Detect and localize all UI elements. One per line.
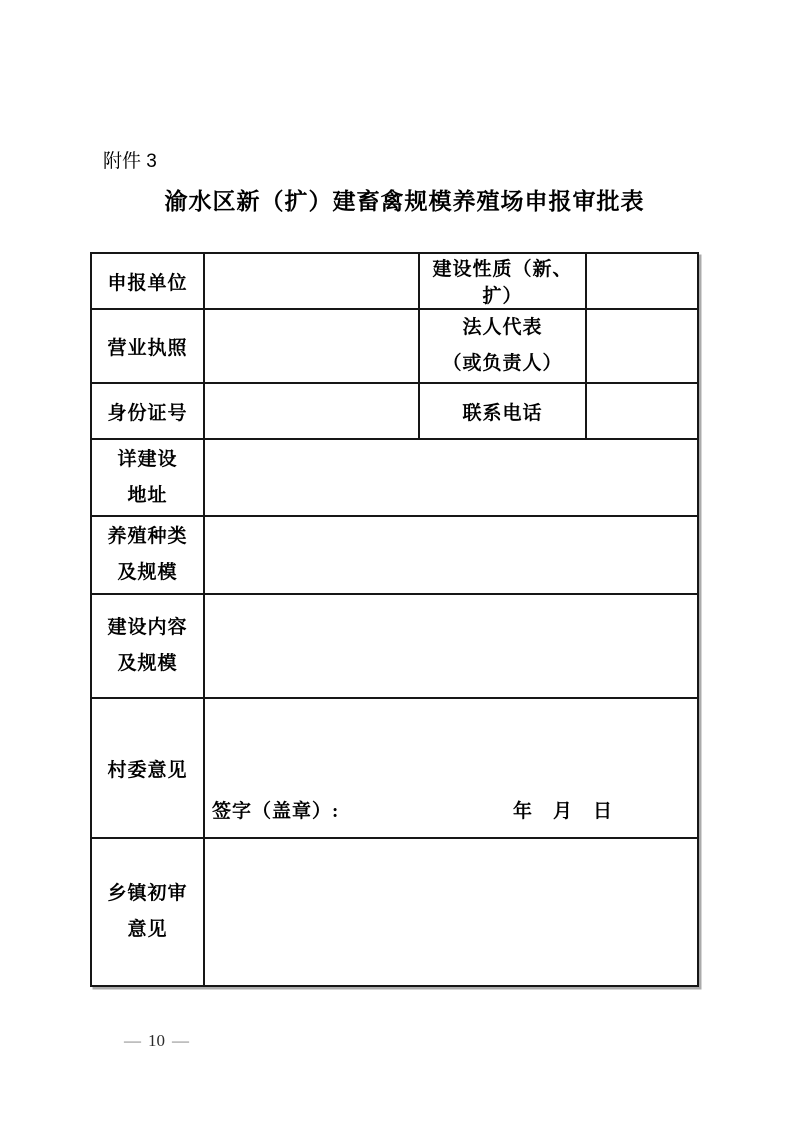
village-committee-opinion-value (204, 698, 698, 838)
table-row-township-review (91, 838, 698, 986)
id-number-value (204, 383, 419, 439)
legal-representative-label-line1: 法人代表 (462, 317, 543, 338)
page-title: 渝水区新（扩）建畜禽规模养殖场申报审批表 (164, 188, 645, 214)
township-review-opinion-label-line1: 乡镇初审 (107, 883, 188, 904)
legal-representative-value (586, 309, 698, 383)
id-number-label: 身份证号 (91, 383, 204, 439)
village-committee-opinion-label: 村委意见 (91, 698, 204, 838)
legal-representative-label (419, 309, 586, 383)
construction-address-label (91, 439, 204, 516)
legal-representative-label-line2: （或负责人） (442, 353, 563, 374)
signature-stamp-label: 签字（盖章）: (212, 801, 340, 822)
attachment-label: 附件 3 (103, 151, 157, 172)
signature-line (212, 796, 613, 823)
breeding-type-scale-label-line1: 养殖种类 (107, 526, 188, 547)
construction-address-label-line2: 地址 (127, 484, 168, 506)
applicant-unit-value (204, 253, 419, 309)
page-number (124, 1031, 189, 1051)
breeding-type-scale-label (91, 516, 204, 594)
construction-nature-label: 建设性质（新、扩） (419, 253, 586, 309)
page-number-value: 10 (148, 1031, 165, 1050)
construction-content-scale-value (204, 594, 698, 698)
construction-nature-value (586, 253, 698, 309)
table-row-business-license (91, 309, 698, 383)
business-license-value (204, 309, 419, 383)
construction-content-scale-label-line2: 及规模 (117, 653, 178, 674)
construction-content-scale-label-line1: 建设内容 (107, 617, 188, 638)
township-review-opinion-value (204, 838, 698, 986)
township-review-opinion-label-line2: 意见 (127, 919, 168, 940)
construction-address-label-line1: 详建设 (117, 448, 178, 470)
table-row-village-committee (91, 698, 698, 838)
table-row-breeding-type (91, 516, 698, 594)
table-row-applicant-unit (91, 253, 698, 309)
page-number-dash-left: — (124, 1031, 141, 1050)
breeding-type-scale-value (204, 516, 698, 594)
breeding-type-scale-label-line2: 及规模 (117, 562, 178, 583)
date-label: 年 月 日 (512, 801, 613, 822)
table-row-id-number (91, 383, 698, 439)
construction-address-value (204, 439, 698, 516)
application-form-table (90, 252, 699, 987)
table-row-construction-address (91, 439, 698, 516)
applicant-unit-label: 申报单位 (91, 253, 204, 309)
table-row-construction-content (91, 594, 698, 698)
page-number-dash-right: — (172, 1031, 189, 1050)
construction-content-scale-label (91, 594, 204, 698)
township-review-opinion-label (91, 838, 204, 986)
contact-phone-value (586, 383, 698, 439)
business-license-label: 营业执照 (91, 309, 204, 383)
contact-phone-label: 联系电话 (419, 383, 586, 439)
